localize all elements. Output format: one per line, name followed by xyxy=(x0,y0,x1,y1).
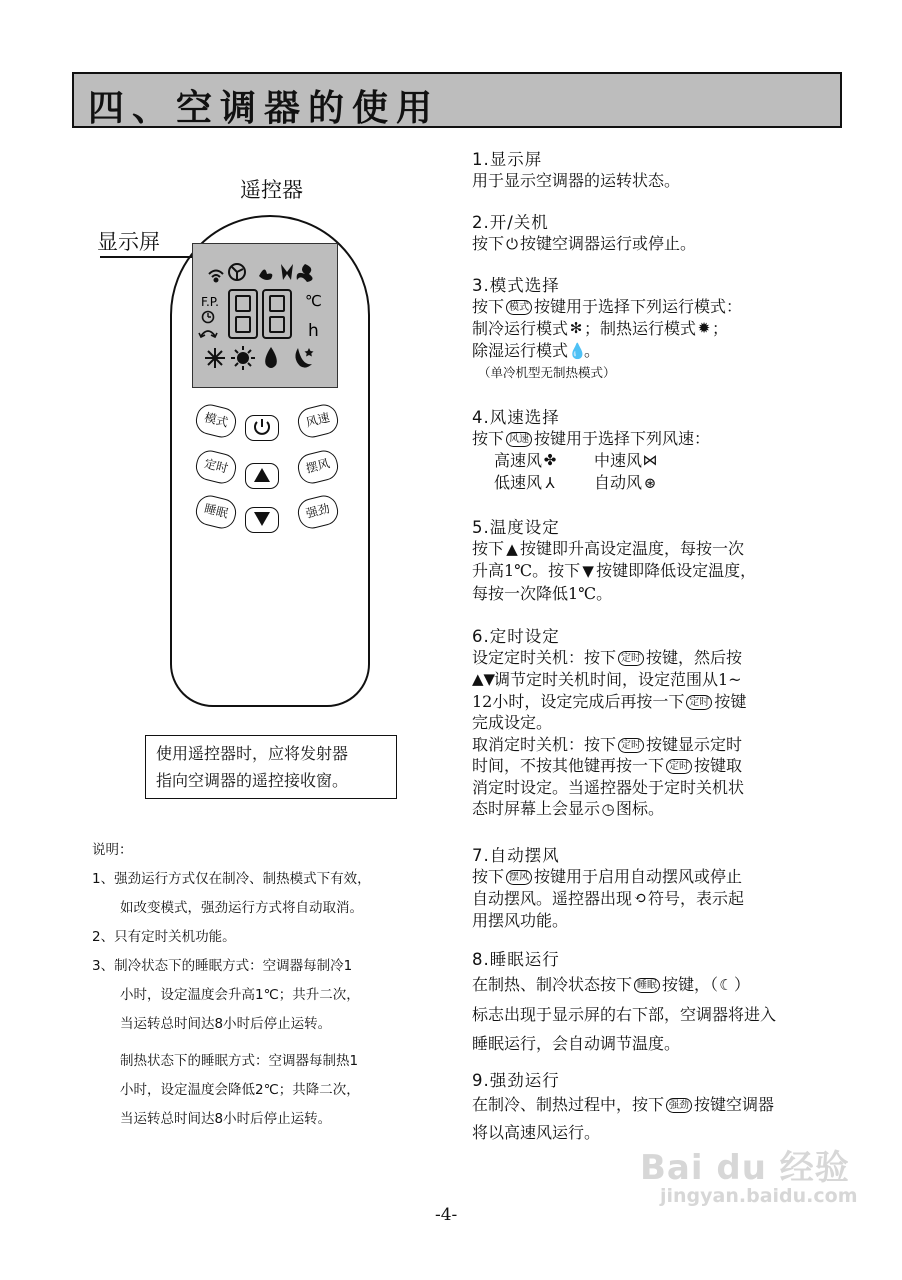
section-text: 按下 摆风 按键用于启用自动摆风或停止 xyxy=(472,867,743,886)
section-swing xyxy=(472,846,852,931)
section-heading: 1.显示屏 xyxy=(472,150,543,169)
mode-button-icon: 模式 xyxy=(506,300,532,315)
section-text: 设定定时关机：按下 定时 按键，然后按 xyxy=(472,648,743,667)
watermark-logo: Bai du 经验 xyxy=(640,1148,850,1188)
note-item: 当运转总时间达8小时后停止运转。 xyxy=(120,1111,332,1127)
section-text: 完成设定。 xyxy=(472,713,553,733)
section-sleep xyxy=(472,950,852,1058)
section-title-bar xyxy=(72,72,842,128)
note-line: 使用遥控器时，应将发射器 xyxy=(156,744,349,763)
section-text: 按下 ⏻ 按键空调器运行或停止。 xyxy=(472,233,852,255)
lcd-temp-unit: ℃ xyxy=(305,292,322,310)
cool-mode-icon: ✻ xyxy=(569,319,583,338)
section-heading: 3.模式选择 xyxy=(472,276,560,295)
section-footnote: （单冷机型无制热模式） xyxy=(478,365,616,380)
timer-button-icon: 定时 xyxy=(618,651,644,666)
section-text: 按下 ▲ 按键即升高设定温度，每按一次 xyxy=(472,538,852,560)
note-item: 制热状态下的睡眠方式：空调器每制热1 xyxy=(120,1053,359,1069)
section-text: 制冷运行模式 ✻ ；制热运行模式 ✹ ； xyxy=(472,318,852,340)
power-icon xyxy=(247,416,277,438)
mid-fan-icon: ⋈ xyxy=(642,451,658,470)
sleep-moon-icon: ☾ xyxy=(719,976,733,994)
section-text: 12小时，设定完成后再按一下 定时 按键 xyxy=(472,691,747,711)
mid-fan-icon xyxy=(281,264,293,280)
temp-down-button[interactable] xyxy=(245,507,279,533)
section-text: 取消定时关机：按下 定时 按键显示定时 xyxy=(472,734,743,754)
section-text: 用于显示空调器的运转状态。 xyxy=(472,171,681,190)
sleep-mode-icon xyxy=(295,348,313,368)
down-arrow-icon xyxy=(247,508,277,530)
section-mode xyxy=(472,276,852,384)
signal-icon xyxy=(209,271,223,282)
section-text: 按下 模式 按键用于选择下列运行模式： xyxy=(472,297,743,316)
section-text: 按下 风速 按键用于选择下列风速： xyxy=(472,429,711,448)
high-fan-icon: ✤ xyxy=(543,451,557,470)
notes-section xyxy=(92,836,452,1134)
section-power xyxy=(472,213,852,255)
page-number: -4- xyxy=(435,1205,458,1225)
section-text: 消定时设定。当遥控器处于定时关机状 xyxy=(472,777,745,797)
section-text: 升高1℃。按下 ▼ 按键即降低设定温度， xyxy=(472,560,852,582)
timer-button-icon: 定时 xyxy=(686,695,712,710)
sleep-button[interactable]: 睡眠 xyxy=(193,493,239,532)
section-text: 用摆风功能。 xyxy=(472,910,569,930)
lcd-digits xyxy=(229,290,291,338)
timer-button-icon: 定时 xyxy=(666,759,692,774)
note-item: 3、制冷状态下的睡眠方式：空调器每制冷1 xyxy=(92,958,353,974)
section-text: 将以高速风运行。 xyxy=(472,1123,601,1142)
section-timer xyxy=(472,627,852,821)
section-text: ▲▼调节定时关机时间，设定范围从1~ xyxy=(472,669,852,691)
section-text: 自动摆风。遥控器出现 ⟲ 符号，表示起 xyxy=(472,888,852,910)
watermark-url: jingyan.baidu.com xyxy=(660,1185,858,1207)
section-text: 每按一次降低1℃。 xyxy=(472,583,613,603)
section-heading: 7.自动摆风 xyxy=(472,846,560,865)
up-arrow-icon: ▲ xyxy=(506,539,518,558)
remote-lcd-screen xyxy=(192,243,338,388)
section-temperature xyxy=(472,518,852,604)
section-heading: 6.定时设定 xyxy=(472,627,560,646)
note-item: 1、强劲运行方式仅在制冷、制热模式下有效， xyxy=(92,871,371,887)
section-text: 低速风 ⅄ 自动风 ⊛ xyxy=(472,472,852,494)
note-line: 指向空调器的遥控接收窗。 xyxy=(156,771,349,790)
section-turbo xyxy=(472,1071,852,1147)
display-callout-label: 显示屏 xyxy=(97,230,160,254)
power-button[interactable] xyxy=(245,415,279,441)
section-heading: 2.开/关机 xyxy=(472,213,549,232)
section-text: 高速风 ✤ 中速风⋈ xyxy=(472,450,852,472)
swing-button-icon: 摆风 xyxy=(506,870,532,885)
section-text: 在制热、制冷状态按下 睡眠 按键，（☾） xyxy=(472,970,852,1000)
low-fan-icon: ⅄ xyxy=(545,473,555,492)
dry-mode-icon: 💧 xyxy=(568,341,587,360)
section-text: 除湿运行模式💧。 xyxy=(472,340,852,362)
temp-up-button[interactable] xyxy=(245,463,279,489)
section-display xyxy=(472,150,852,192)
note-item: 如改变模式，强劲运行方式将自动取消。 xyxy=(120,900,363,916)
section-heading: 9.强劲运行 xyxy=(472,1071,560,1090)
auto-fan-icon: ⊛ xyxy=(643,473,657,492)
section-text: 标志出现于显示屏的右下部，空调器将进入 xyxy=(472,1005,777,1024)
section-heading: 5.温度设定 xyxy=(472,518,560,537)
fp-label: F.P. xyxy=(201,295,219,309)
turbo-button-icon: 强劲 xyxy=(666,1098,692,1113)
swing-icon: ⟲ xyxy=(633,889,647,908)
section-text: 睡眠运行，会自动调节温度。 xyxy=(472,1034,681,1053)
sleep-button-icon: 睡眠 xyxy=(634,978,660,993)
mode-button[interactable]: 模式 xyxy=(193,402,239,441)
fan-speed-button-icon: 风速 xyxy=(506,432,532,447)
section-text: 态时屏幕上会显示◷图标。 xyxy=(472,798,852,820)
high-fan-icon xyxy=(297,264,313,282)
timer-button-icon: 定时 xyxy=(618,738,644,753)
lcd-hour-unit: h xyxy=(308,321,319,341)
section-text: 时间，不按其他键再按一下 定时 按键取 xyxy=(472,756,743,776)
dry-mode-icon xyxy=(265,347,277,368)
remote-usage-note xyxy=(145,735,397,799)
lcd-graphics xyxy=(193,244,339,389)
notes-heading: 说明： xyxy=(92,842,133,858)
note-item: 2、只有定时关机功能。 xyxy=(92,929,236,945)
heat-mode-icon: ✹ xyxy=(697,319,711,338)
timer-clock-icon xyxy=(203,312,214,323)
swing-icon xyxy=(199,331,217,337)
fan-speed-button[interactable]: 风速 xyxy=(295,402,341,441)
up-down-arrows-icon: ▲▼ xyxy=(472,670,496,689)
up-arrow-icon xyxy=(247,464,277,486)
note-item: 小时，设定温度会升高1℃；共升二次， xyxy=(120,987,360,1003)
clock-icon: ◷ xyxy=(601,800,615,818)
power-icon: ⏻ xyxy=(506,234,518,253)
section-text: 在制冷、制热过程中，按下 强劲 按键空调器 xyxy=(472,1095,775,1114)
section-heading: 4.风速选择 xyxy=(472,408,560,427)
note-item: 小时，设定温度会降低2℃；共降二次， xyxy=(120,1082,360,1098)
auto-fan-icon xyxy=(229,264,245,280)
page-title: 四、空调器的使用 xyxy=(88,88,441,129)
low-fan-icon xyxy=(259,269,272,280)
section-heading: 8.睡眠运行 xyxy=(472,950,560,969)
heat-mode-icon xyxy=(231,346,255,370)
cool-mode-icon xyxy=(205,348,225,368)
timer-button[interactable]: 定时 xyxy=(193,448,239,487)
remote-caption: 遥控器 xyxy=(240,178,303,202)
turbo-button[interactable]: 强劲 xyxy=(295,493,341,532)
baidu-watermark xyxy=(640,1140,858,1207)
swing-button[interactable]: 摆风 xyxy=(295,448,341,487)
section-fan-speed xyxy=(472,408,852,494)
note-item: 当运转总时间达8小时后停止运转。 xyxy=(120,1016,332,1032)
down-arrow-icon: ▼ xyxy=(582,562,594,580)
